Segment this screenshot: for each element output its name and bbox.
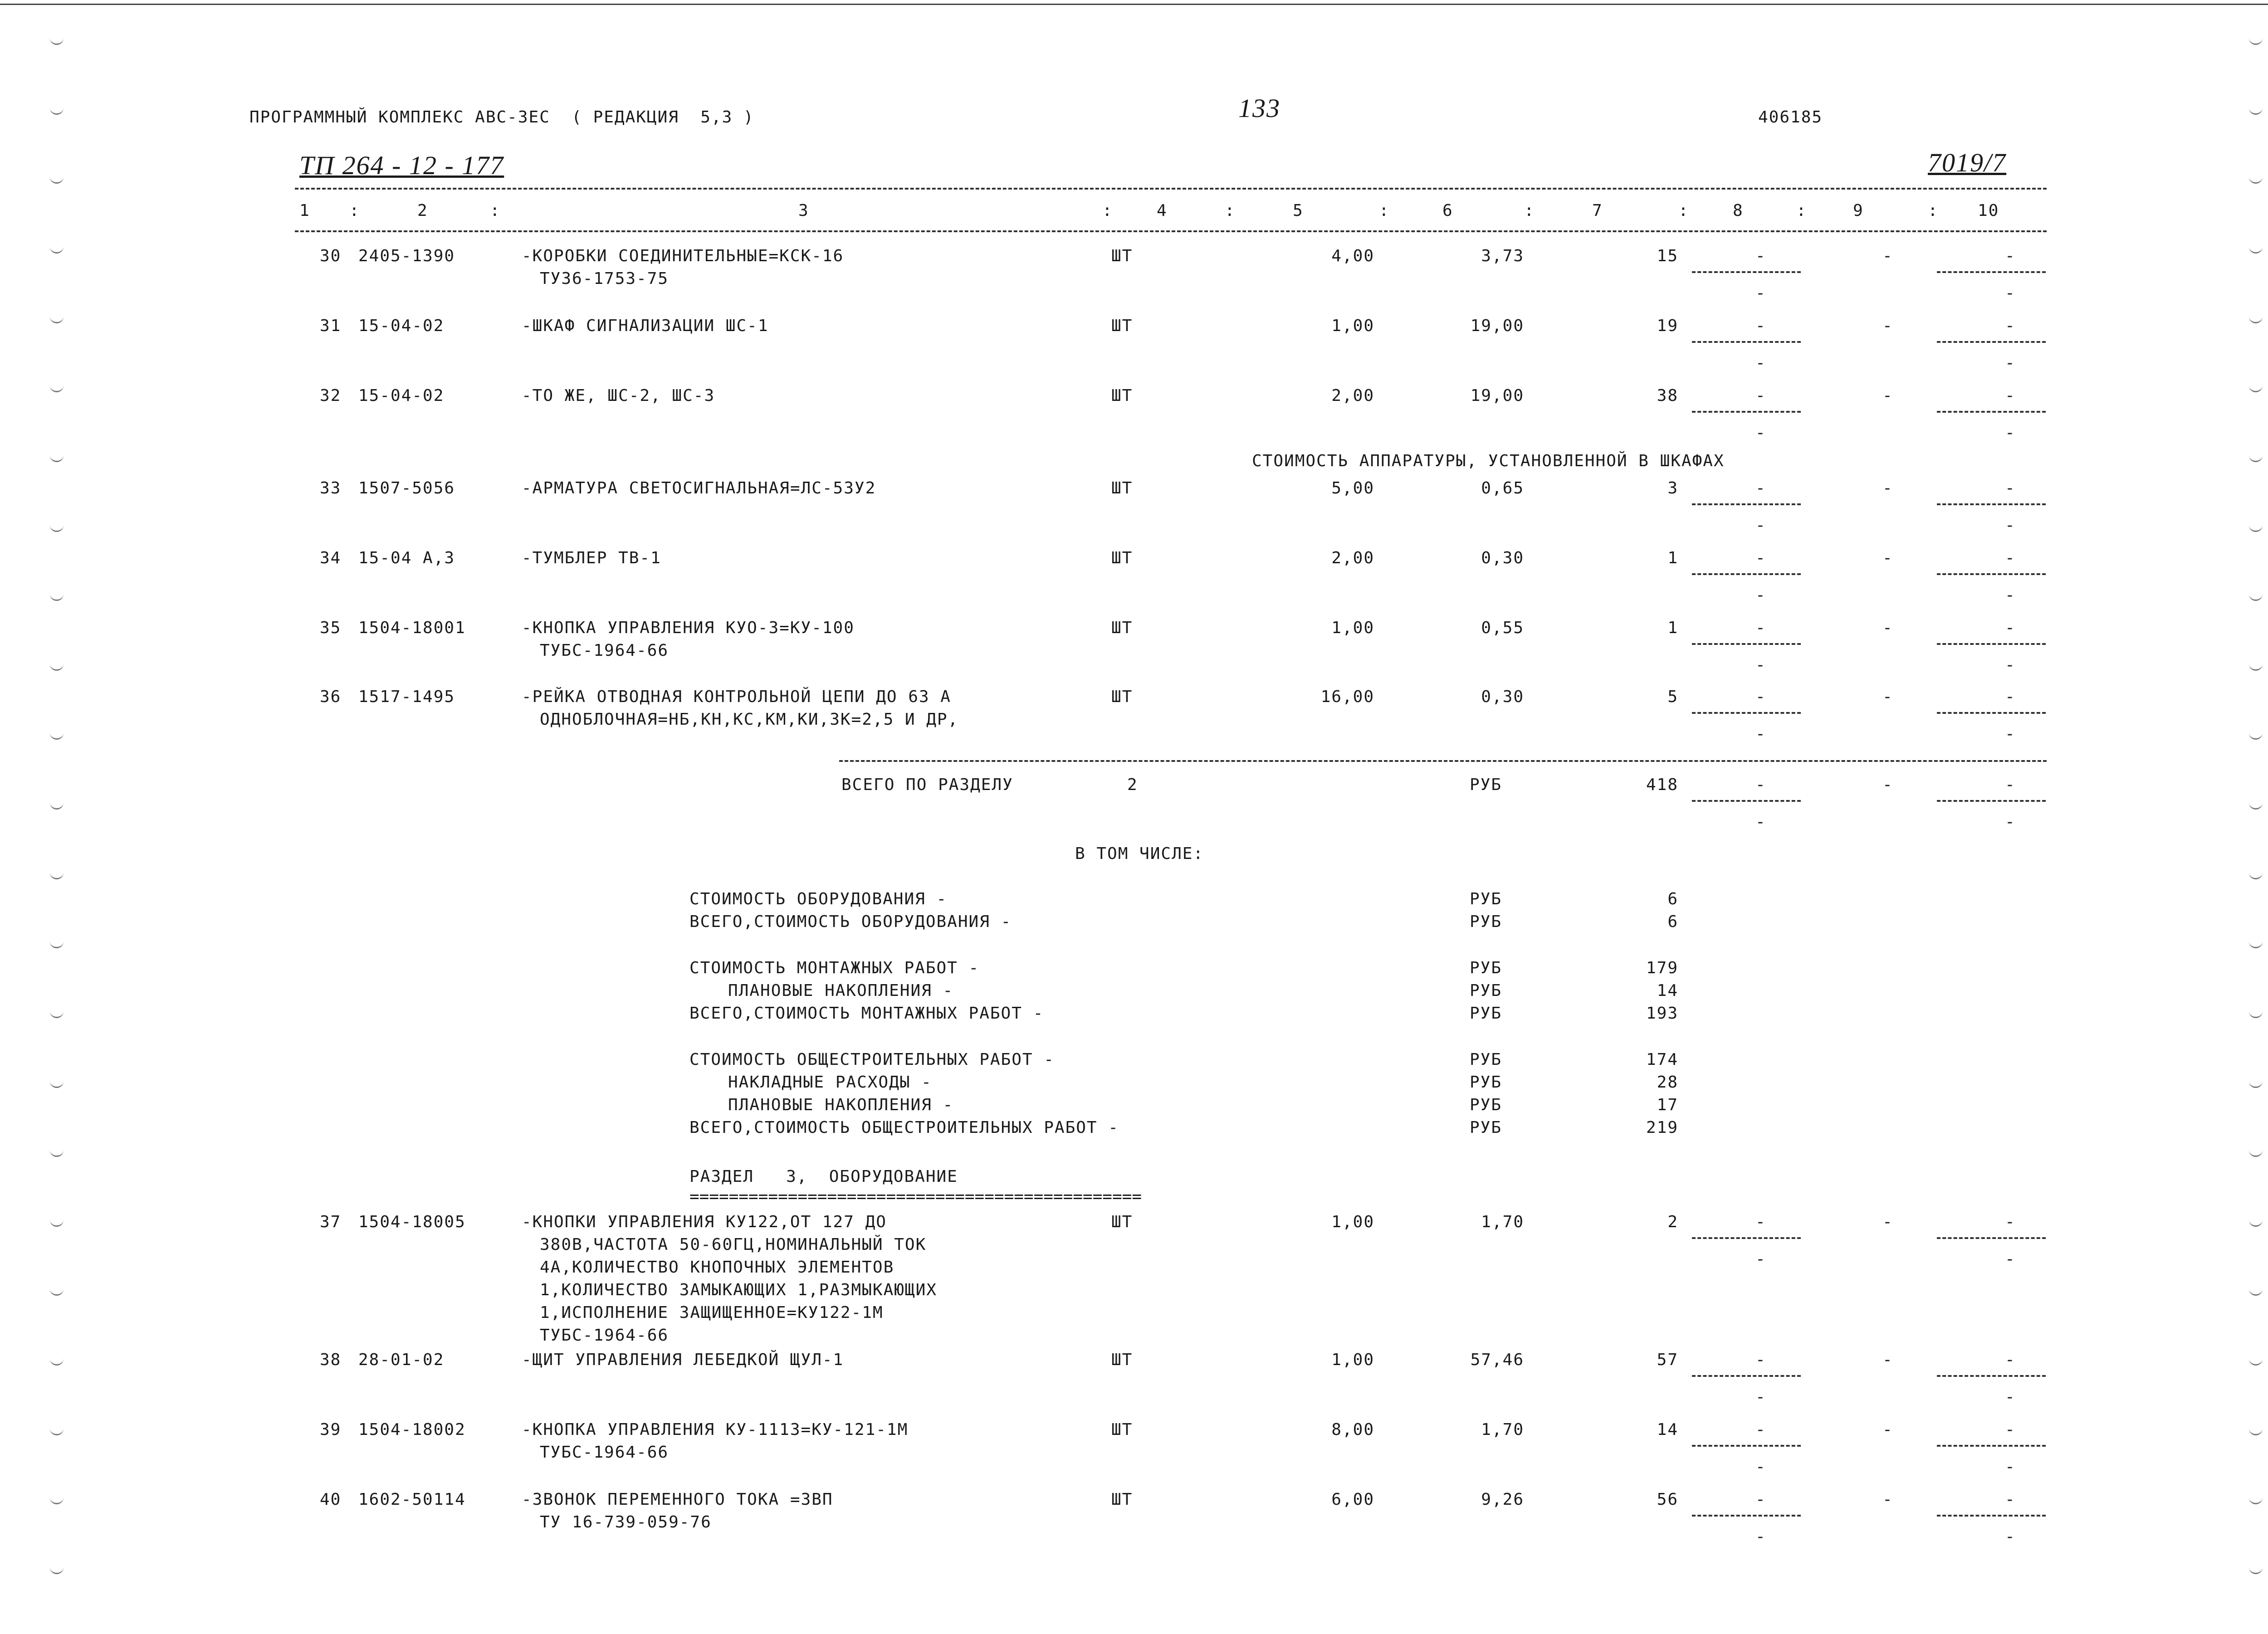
item-col10-sub: - bbox=[2005, 656, 2016, 674]
item-description-line: -ЗВОНОК ПЕРЕМЕННОГО ТОКА =ЗВП bbox=[522, 1490, 833, 1509]
item-col9: - bbox=[1882, 1420, 1893, 1439]
item-quantity: 1,00 bbox=[1331, 619, 1374, 637]
column-divider: : bbox=[349, 201, 360, 220]
item-col10-sub: - bbox=[2005, 725, 2016, 743]
item-number: 31 bbox=[320, 317, 342, 335]
summary-label: СТОИМОСТЬ ОБОРУДОВАНИЯ - bbox=[689, 890, 948, 908]
col8-rule bbox=[1692, 411, 1801, 413]
section-total-label: ВСЕГО ПО РАЗДЕЛУ bbox=[841, 776, 1013, 794]
col10-rule bbox=[1937, 411, 2046, 413]
section-total-number: 2 bbox=[1127, 776, 1138, 794]
item-col10-sub: - bbox=[2005, 284, 2016, 302]
col8-rule bbox=[1692, 1445, 1801, 1447]
item-code: 15-04-02 bbox=[358, 317, 445, 335]
column-header-7: 7 bbox=[1592, 201, 1603, 220]
column-header-1: 1 bbox=[299, 201, 310, 220]
item-name: -КНОПКА УПРАВЛЕНИЯ КУО-3=КУ-100 bbox=[522, 619, 855, 637]
item-name: -РЕЙКА ОТВОДНАЯ КОНТРОЛЬНОЙ ЦЕПИ ДО 63 А bbox=[522, 688, 951, 706]
item-unit: ШТ bbox=[1111, 688, 1133, 706]
item-col8: - bbox=[1755, 479, 1766, 498]
item-description-line: -КНОПКИ УПРАВЛЕНИЯ КУ122,ОТ 127 ДО bbox=[522, 1213, 887, 1231]
item-col10-sub: - bbox=[2005, 424, 2016, 442]
item-name: -ШКАФ СИГНАЛИЗАЦИИ ШС-1 bbox=[522, 317, 769, 335]
item-code: 1602-50114 bbox=[358, 1490, 466, 1509]
item-number: 30 bbox=[320, 247, 342, 265]
item-spec: ТУБС-1964-66 bbox=[540, 641, 669, 660]
item-col9: - bbox=[1882, 1213, 1893, 1231]
summary-label: НАКЛАДНЫЕ РАСХОДЫ - bbox=[728, 1073, 932, 1092]
item-col8: - bbox=[1755, 1351, 1766, 1369]
summary-label: СТОИМОСТЬ ОБЩЕСТРОИТЕЛЬНЫХ РАБОТ - bbox=[689, 1050, 1055, 1069]
total-col8: - bbox=[1755, 776, 1766, 794]
summary-unit: РУБ bbox=[1470, 912, 1502, 931]
item-code: 1504-18001 bbox=[358, 619, 466, 637]
item-col10: - bbox=[2005, 619, 2016, 637]
summary-unit: РУБ bbox=[1470, 1096, 1502, 1114]
summary-value: 174 bbox=[1646, 1050, 1678, 1069]
item-quantity: 1,00 bbox=[1331, 317, 1374, 335]
total-col10: - bbox=[2005, 776, 2016, 794]
column-header-2: 2 bbox=[417, 201, 428, 220]
item-col9: - bbox=[1882, 386, 1893, 405]
column-divider: : bbox=[1928, 201, 1939, 220]
item-quantity: 4,00 bbox=[1331, 247, 1374, 265]
section-total-value: 418 bbox=[1646, 776, 1678, 794]
item-code: 15-04-02 bbox=[358, 386, 445, 405]
section-total-unit: РУБ bbox=[1470, 776, 1502, 794]
item-total: 1 bbox=[1667, 549, 1678, 567]
item-col9: - bbox=[1882, 1351, 1893, 1369]
item-number: 39 bbox=[320, 1420, 342, 1439]
item-name: -ТО ЖЕ, ШС-2, ШС-3 bbox=[522, 386, 715, 405]
item-number: 36 bbox=[320, 688, 342, 706]
item-total: 1 bbox=[1667, 619, 1678, 637]
item-price: 57,46 bbox=[1470, 1351, 1524, 1369]
col8-rule bbox=[1692, 573, 1801, 575]
summary-label: ВСЕГО,СТОИМОСТЬ МОНТАЖНЫХ РАБОТ - bbox=[689, 1004, 1044, 1023]
summary-value: 17 bbox=[1657, 1096, 1678, 1114]
item-name: -КОРОБКИ СОЕДИНИТЕЛЬНЫЕ=КСК-16 bbox=[522, 247, 844, 265]
column-header-4: 4 bbox=[1157, 201, 1168, 220]
item-unit: ШТ bbox=[1111, 619, 1133, 637]
item-total: 19 bbox=[1657, 317, 1678, 335]
item-description-line: ТУБС-1964-66 bbox=[540, 1326, 669, 1345]
item-col10: - bbox=[2005, 317, 2016, 335]
item-spec: ТУ36-1753-75 bbox=[540, 269, 669, 288]
summary-value: 179 bbox=[1646, 959, 1678, 977]
item-description-line: 380В,ЧАСТОТА 50-60ГЦ,НОМИНАЛЬНЫЙ ТОК bbox=[540, 1235, 927, 1254]
item-col10-sub: - bbox=[2005, 354, 2016, 372]
item-col8: - bbox=[1755, 1213, 1766, 1231]
item-quantity: 2,00 bbox=[1331, 549, 1374, 567]
item-col8: - bbox=[1755, 1420, 1766, 1439]
item-col8-sub: - bbox=[1755, 1388, 1766, 1406]
item-col10: - bbox=[2005, 549, 2016, 567]
col10-rule bbox=[1937, 503, 2046, 505]
summary-label: ПЛАНОВЫЕ НАКОПЛЕНИЯ - bbox=[728, 1096, 954, 1114]
item-quantity: 8,00 bbox=[1331, 1420, 1374, 1439]
col10-rule bbox=[1937, 1445, 2046, 1447]
item-spec: ОДНОБЛОЧНАЯ=НБ,КН,КС,КМ,КИ,ЗК=2,5 И ДР, bbox=[540, 710, 959, 729]
program-header: ПРОГРАММНЫЙ КОМПЛЕКС АВС-ЗЕС ( РЕДАКЦИЯ 5,3 ) bbox=[249, 108, 754, 127]
item-number: 33 bbox=[320, 479, 342, 498]
item-code: 28-01-02 bbox=[358, 1351, 445, 1369]
item-col8-sub: - bbox=[1755, 1250, 1766, 1268]
item-total: 56 bbox=[1657, 1490, 1678, 1509]
document-code: 406185 bbox=[1758, 108, 1823, 127]
column-divider: : bbox=[1524, 201, 1535, 220]
item-description-line: 1,ИСПОЛНЕНИЕ ЗАЩИЩЕННОЕ=КУ122-1М bbox=[540, 1303, 884, 1322]
col8-rule bbox=[1692, 271, 1801, 273]
item-quantity: 2,00 bbox=[1331, 386, 1374, 405]
item-unit: ШТ bbox=[1111, 1490, 1133, 1509]
col8-rule bbox=[1692, 712, 1801, 714]
item-unit: ШТ bbox=[1111, 479, 1133, 498]
summary-unit: РУБ bbox=[1470, 959, 1502, 977]
col10-rule bbox=[1937, 643, 2046, 645]
col8-rule bbox=[1692, 503, 1801, 505]
item-number: 34 bbox=[320, 549, 342, 567]
col10-rule bbox=[1937, 1237, 2046, 1239]
summary-unit: РУБ bbox=[1470, 1004, 1502, 1023]
item-unit: ШТ bbox=[1111, 1213, 1133, 1231]
item-name: -ТУМБЛЕР ТВ-1 bbox=[522, 549, 661, 567]
item-col10: - bbox=[2005, 688, 2016, 706]
column-header-3: 3 bbox=[798, 201, 809, 220]
item-col10-sub: - bbox=[2005, 1388, 2016, 1406]
header-rule-bottom bbox=[295, 230, 2047, 232]
section3-title: РАЗДЕЛ 3, ОБОРУДОВАНИЕ bbox=[689, 1167, 958, 1186]
column-header-9: 9 bbox=[1853, 201, 1864, 220]
total-col8-rule bbox=[1692, 800, 1801, 802]
summary-value: 219 bbox=[1646, 1118, 1678, 1137]
item-col8-sub: - bbox=[1755, 1458, 1766, 1476]
column-divider: : bbox=[1225, 201, 1236, 220]
col10-rule bbox=[1937, 573, 2046, 575]
item-col9: - bbox=[1882, 479, 1893, 498]
item-total: 38 bbox=[1657, 386, 1678, 405]
column-header-8: 8 bbox=[1733, 201, 1744, 220]
summary-unit: РУБ bbox=[1470, 1118, 1502, 1137]
item-unit: ШТ bbox=[1111, 247, 1133, 265]
item-description-line: 1,КОЛИЧЕСТВО ЗАМЫКАЮЩИХ 1,РАЗМЫКАЮЩИХ bbox=[540, 1281, 937, 1299]
summary-label: ПЛАНОВЫЕ НАКОПЛЕНИЯ - bbox=[728, 981, 954, 1000]
col8-rule bbox=[1692, 643, 1801, 645]
item-col9: - bbox=[1882, 688, 1893, 706]
item-col8-sub: - bbox=[1755, 354, 1766, 372]
page-number: 133 bbox=[1238, 93, 1281, 123]
item-col10: - bbox=[2005, 386, 2016, 405]
item-col10-sub: - bbox=[2005, 586, 2016, 605]
item-unit: ШТ bbox=[1111, 549, 1133, 567]
column-header-6: 6 bbox=[1442, 201, 1453, 220]
item-col10: - bbox=[2005, 247, 2016, 265]
item-col8-sub: - bbox=[1755, 284, 1766, 302]
item-number: 35 bbox=[320, 619, 342, 637]
item-col10: - bbox=[2005, 1420, 2016, 1439]
item-number: 37 bbox=[320, 1213, 342, 1231]
section3-underline: ============================================== bbox=[689, 1187, 1142, 1206]
col8-rule bbox=[1692, 1375, 1801, 1377]
col8-rule bbox=[1692, 1237, 1801, 1239]
item-description-line: -КНОПКА УПРАВЛЕНИЯ КУ-1113=КУ-121-1М bbox=[522, 1420, 909, 1439]
item-col10-sub: - bbox=[2005, 1458, 2016, 1476]
item-col8: - bbox=[1755, 1490, 1766, 1509]
column-divider: : bbox=[1678, 201, 1689, 220]
summary-value: 14 bbox=[1657, 981, 1678, 1000]
item-quantity: 1,00 bbox=[1331, 1351, 1374, 1369]
item-total: 14 bbox=[1657, 1420, 1678, 1439]
item-unit: ШТ bbox=[1111, 1351, 1133, 1369]
item-price: 0,65 bbox=[1481, 479, 1524, 498]
item-code: 1517-1495 bbox=[358, 688, 455, 706]
col10-rule bbox=[1937, 1375, 2046, 1377]
cabinet-note: СТОИМОСТЬ АППАРАТУРЫ, УСТАНОВЛЕННОЙ В ШКАФАХ bbox=[1252, 452, 1725, 470]
item-code: 2405-1390 bbox=[358, 247, 455, 265]
summary-value: 193 bbox=[1646, 1004, 1678, 1023]
column-header-10: 10 bbox=[1978, 201, 1999, 220]
column-divider: : bbox=[1379, 201, 1390, 220]
item-col10: - bbox=[2005, 1213, 2016, 1231]
summary-unit: РУБ bbox=[1470, 1050, 1502, 1069]
item-quantity: 1,00 bbox=[1331, 1213, 1374, 1231]
item-number: 32 bbox=[320, 386, 342, 405]
item-col9: - bbox=[1882, 317, 1893, 335]
item-col8-sub: - bbox=[1755, 516, 1766, 535]
item-price: 0,55 bbox=[1481, 619, 1524, 637]
item-description-line: 4А,КОЛИЧЕСТВО КНОПОЧНЫХ ЭЛЕМЕНТОВ bbox=[540, 1258, 894, 1277]
sheet-number: 7019/7 bbox=[1928, 148, 2007, 177]
summary-value: 6 bbox=[1667, 890, 1678, 908]
item-col10-sub: - bbox=[2005, 1250, 2016, 1268]
summary-label: ВСЕГО,СТОИМОСТЬ ОБОРУДОВАНИЯ - bbox=[689, 912, 1012, 931]
item-name: -АРМАТУРА СВЕТОСИГНАЛЬНАЯ=ЛС-53У2 bbox=[522, 479, 876, 498]
item-col10: - bbox=[2005, 1351, 2016, 1369]
total-rule bbox=[839, 760, 2047, 762]
summary-label: СТОИМОСТЬ МОНТАЖНЫХ РАБОТ - bbox=[689, 959, 980, 977]
item-description-line: -ЩИТ УПРАВЛЕНИЯ ЛЕБЕДКОЙ ЩУЛ-1 bbox=[522, 1351, 844, 1369]
item-col8: - bbox=[1755, 247, 1766, 265]
item-quantity: 5,00 bbox=[1331, 479, 1374, 498]
summary-value: 6 bbox=[1667, 912, 1678, 931]
summary-unit: РУБ bbox=[1470, 890, 1502, 908]
item-total: 3 bbox=[1667, 479, 1678, 498]
item-price: 3,73 bbox=[1481, 247, 1524, 265]
item-col8-sub: - bbox=[1755, 725, 1766, 743]
item-price: 1,70 bbox=[1481, 1420, 1524, 1439]
item-description-line: ТУБС-1964-66 bbox=[540, 1443, 669, 1462]
item-col9: - bbox=[1882, 619, 1893, 637]
item-col8-sub: - bbox=[1755, 586, 1766, 605]
item-price: 19,00 bbox=[1470, 317, 1524, 335]
col8-rule bbox=[1692, 341, 1801, 343]
item-code: 15-04 А,3 bbox=[358, 549, 455, 567]
item-col10-sub: - bbox=[2005, 516, 2016, 535]
item-col10-sub: - bbox=[2005, 1527, 2016, 1546]
item-col10: - bbox=[2005, 479, 2016, 498]
column-divider: : bbox=[1102, 201, 1113, 220]
item-price: 1,70 bbox=[1481, 1213, 1524, 1231]
item-col9: - bbox=[1882, 247, 1893, 265]
total-col8-sub: - bbox=[1755, 813, 1766, 831]
project-number: ТП 264 - 12 - 177 bbox=[299, 151, 504, 180]
item-col8-sub: - bbox=[1755, 424, 1766, 442]
item-col8: - bbox=[1755, 386, 1766, 405]
summary-value: 28 bbox=[1657, 1073, 1678, 1092]
header-rule-top bbox=[295, 188, 2047, 190]
col10-rule bbox=[1937, 341, 2046, 343]
summary-unit: РУБ bbox=[1470, 981, 1502, 1000]
item-total: 57 bbox=[1657, 1351, 1678, 1369]
item-col10: - bbox=[2005, 1490, 2016, 1509]
item-quantity: 16,00 bbox=[1320, 688, 1374, 706]
column-divider: : bbox=[490, 201, 501, 220]
item-code: 1507-5056 bbox=[358, 479, 455, 498]
column-header-5: 5 bbox=[1293, 201, 1304, 220]
paper-top-edge bbox=[0, 4, 2268, 5]
item-description-line: ТУ 16-739-059-76 bbox=[540, 1513, 712, 1532]
item-unit: ШТ bbox=[1111, 386, 1133, 405]
item-code: 1504-18002 bbox=[358, 1420, 466, 1439]
item-total: 2 bbox=[1667, 1213, 1678, 1231]
summary-unit: РУБ bbox=[1470, 1073, 1502, 1092]
col10-rule bbox=[1937, 712, 2046, 714]
item-code: 1504-18005 bbox=[358, 1213, 466, 1231]
item-price: 9,26 bbox=[1481, 1490, 1524, 1509]
item-col8: - bbox=[1755, 619, 1766, 637]
item-col8: - bbox=[1755, 317, 1766, 335]
item-unit: ШТ bbox=[1111, 317, 1133, 335]
total-col9: - bbox=[1882, 776, 1893, 794]
item-price: 0,30 bbox=[1481, 549, 1524, 567]
total-col10-sub: - bbox=[2005, 813, 2016, 831]
col10-rule bbox=[1937, 271, 2046, 273]
item-col8-sub: - bbox=[1755, 1527, 1766, 1546]
item-unit: ШТ bbox=[1111, 1420, 1133, 1439]
summary-label: ВСЕГО,СТОИМОСТЬ ОБЩЕСТРОИТЕЛЬНЫХ РАБОТ - bbox=[689, 1118, 1119, 1137]
item-number: 38 bbox=[320, 1351, 342, 1369]
col10-rule bbox=[1937, 1515, 2046, 1517]
column-divider: : bbox=[1796, 201, 1807, 220]
including-label: В ТОМ ЧИСЛЕ: bbox=[1075, 844, 1204, 863]
item-price: 0,30 bbox=[1481, 688, 1524, 706]
item-total: 15 bbox=[1657, 247, 1678, 265]
total-col10-rule bbox=[1937, 800, 2046, 802]
item-total: 5 bbox=[1667, 688, 1678, 706]
item-col9: - bbox=[1882, 1490, 1893, 1509]
item-col8-sub: - bbox=[1755, 656, 1766, 674]
item-col8: - bbox=[1755, 688, 1766, 706]
item-col9: - bbox=[1882, 549, 1893, 567]
item-quantity: 6,00 bbox=[1331, 1490, 1374, 1509]
item-price: 19,00 bbox=[1470, 386, 1524, 405]
item-col8: - bbox=[1755, 549, 1766, 567]
item-number: 40 bbox=[320, 1490, 342, 1509]
col8-rule bbox=[1692, 1515, 1801, 1517]
